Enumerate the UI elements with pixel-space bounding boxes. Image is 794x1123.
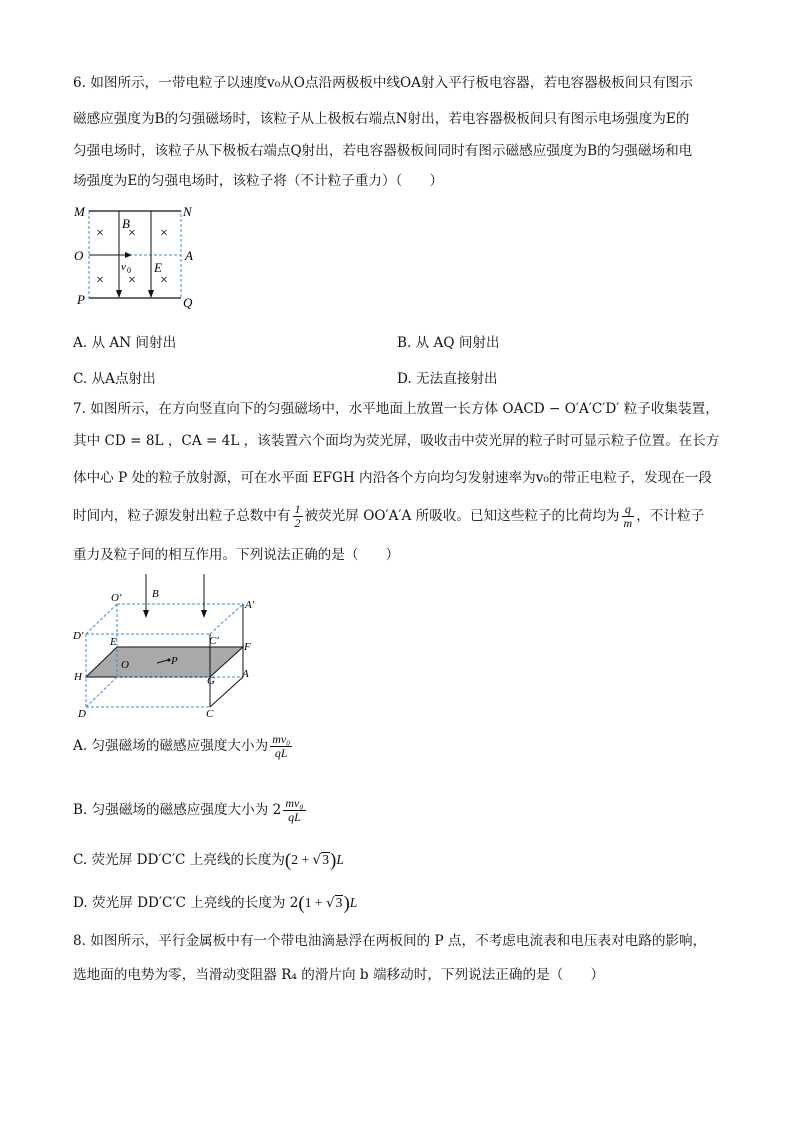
q7-fraction-qm-den: m xyxy=(623,516,633,530)
q7-label-D-prime: D′ xyxy=(73,630,84,642)
q7-option-c[interactable]: C. 荧光屏 DD′C′C 上亮线的长度为(2 + √3)L xyxy=(73,850,344,871)
q6-cross-icon: × xyxy=(160,226,168,241)
q7-option-a-num: mv₀ xyxy=(272,732,291,746)
q7-option-c-expr: 2 + xyxy=(291,852,313,867)
q7-option-a-den: qL xyxy=(274,746,288,760)
q7-option-a[interactable] xyxy=(73,733,294,760)
q7-bfield-arrowhead xyxy=(143,610,149,618)
q7-option-d-expr: 1 + xyxy=(304,895,326,910)
q7-bfield-arrowhead xyxy=(201,610,207,618)
q6-option-b[interactable]: B. 从 AQ 间射出 xyxy=(397,335,500,351)
q6-label-M: M xyxy=(74,204,85,219)
q7-label-O-prime: O′ xyxy=(111,592,122,604)
q7-label-C: C xyxy=(206,708,214,720)
q7-edge xyxy=(86,677,117,707)
q6-efield-arrowhead xyxy=(148,290,154,298)
q7-label-A-prime: A′ xyxy=(245,599,255,611)
q6-cross-icon: × xyxy=(160,273,168,288)
q7-option-b-num: mv₀ xyxy=(285,796,304,810)
q7-edge xyxy=(86,604,117,634)
q7-fraction-qm-num: q xyxy=(622,503,635,517)
q7-option-c-text: C. 荧光屏 DD′C′C 上亮线的长度为 xyxy=(73,852,285,868)
q7-stem-line-4 xyxy=(73,503,704,530)
q7-option-b-fraction xyxy=(283,797,305,824)
q7-label-D: D xyxy=(78,708,86,720)
q7-stem-line-3: 体中心 P 处的粒子放射源，可在水平面 EFGH 内沿各个方向均匀发射速率为v₀的带正电粒子，发现在一段 xyxy=(73,470,712,486)
q6-label-A: A xyxy=(185,248,193,263)
q7-label-G: G xyxy=(207,675,215,687)
q6-stem-line-1: 6. 如图所示，一带电粒子以速度v₀从O点沿两极板中线OA射入平行板电容器，若电容器极板间只有图示 xyxy=(73,75,693,91)
q7-option-c-unit: L xyxy=(336,852,344,867)
q6-stem-line-2: 磁感应强度为B的匀强磁场时，该粒子从上极板右端点N射出，若电容器极板间只有图示电场强度为E的 xyxy=(73,111,690,127)
q6-stem-line-4: 场强度为E的匀强电场时，该粒子将（不计粒子重力）（ ） xyxy=(73,173,444,189)
q7-fraction-half xyxy=(293,503,303,530)
q7-fraction-half-den: 2 xyxy=(294,516,301,530)
q7-label-P: P xyxy=(171,655,178,667)
q6-label-P: P xyxy=(77,292,85,307)
q7-stem-line-4-pre: 时间内，粒子源发射出粒子总数中有 xyxy=(73,508,291,524)
q7-option-d[interactable]: D. 荧光屏 DD′C′C 上亮线的长度为 2(1 + √3)L xyxy=(73,893,358,914)
q7-label-F: F xyxy=(244,641,251,653)
q7-stem-line-2: 其中 CD = 8L ，CA = 4L ，该装置六个面均为荧光屏，吸收击中荧光屏的粒子时可显示粒子位置。在长方 xyxy=(73,433,720,449)
q7-label-O: O xyxy=(121,659,129,671)
q7-option-a-fraction xyxy=(270,733,292,760)
q8-stem-line-2: 选地面的电势为零，当滑动变阻器 R₄ 的滑片向 b 端移动时，下列说法正确的是（ ） xyxy=(73,967,605,983)
q7-option-b-den: qL xyxy=(288,810,301,824)
q7-stem-line-4-mid: 被荧光屏 OO′A′A 所吸收。已知这些粒子的比荷均为 xyxy=(304,508,620,524)
q7-label-B: B xyxy=(152,588,159,600)
q7-edge xyxy=(210,604,243,634)
q7-label-C-prime: C′ xyxy=(209,635,219,647)
q7-option-a-text: A. 匀强磁场的磁感应强度大小为 xyxy=(73,738,269,754)
q6-option-c[interactable]: C. 从A点射出 xyxy=(73,371,156,387)
q7-label-H: H xyxy=(74,671,82,683)
q6-label-Q: Q xyxy=(183,295,193,310)
q6-cross-icon: × xyxy=(128,226,136,241)
q6-cross-icon: × xyxy=(96,273,104,288)
q7-plane-efgh xyxy=(86,647,243,677)
q6-option-a[interactable]: A. 从 AN 间射出 xyxy=(73,335,177,351)
q7-option-d-sqrt: 3 xyxy=(335,895,343,910)
q6-label-E: E xyxy=(154,260,162,275)
q7-label-E: E xyxy=(110,636,117,648)
q7-box-figure xyxy=(70,570,270,720)
q7-option-b[interactable] xyxy=(73,797,308,824)
q6-label-N: N xyxy=(183,204,192,219)
q6-option-d[interactable]: D. 无法直接射出 xyxy=(397,371,498,387)
q7-stem-line-4-post: ，不计粒子 xyxy=(636,508,705,524)
q7-label-A: A xyxy=(242,668,249,680)
q7-option-d-text: D. 荧光屏 DD′C′C 上亮线的长度为 2 xyxy=(73,895,299,911)
q7-option-c-sqrt: 3 xyxy=(322,852,329,867)
q6-cross-icon: × xyxy=(96,226,104,241)
q8-stem-line-1: 8. 如图所示，平行金属板中有一个带电油滴悬浮在两板间的 P 点，不考虑电流表和电压表对电路的影响， xyxy=(73,933,707,949)
q7-fraction-qm xyxy=(622,503,635,530)
q6-label-B: B xyxy=(122,216,130,231)
q7-stem-line-1: 7. 如图所示，在方向竖直向下的匀强磁场中，水平地面上放置一长方体 OACD − O′A′C′D′ 粒子收集装置， xyxy=(73,401,719,417)
q7-fraction-half-num: 1 xyxy=(294,502,301,516)
q6-cross-icon: × xyxy=(128,273,136,288)
q7-option-b-text: B. 匀强磁场的磁感应强度大小为 2 xyxy=(73,802,282,818)
q7-stem-line-5: 重力及粒子间的相互作用。下列说法正确的是（ ） xyxy=(73,547,400,563)
q6-label-v-subscript: 0 xyxy=(127,266,131,275)
q7-option-d-unit: L xyxy=(349,895,358,910)
q6-label-O: O xyxy=(74,248,84,263)
q6-efield-arrowhead xyxy=(116,290,122,298)
q6-label-v: v xyxy=(121,261,126,273)
q6-capacitor-figure xyxy=(70,200,200,312)
q6-velocity-arrowhead xyxy=(125,252,132,258)
q6-stem-line-3: 匀强电场时，该粒子从下极板右端点Q射出，若电容器极板间同时有图示磁感应强度为B的匀强磁场和电 xyxy=(73,143,693,159)
